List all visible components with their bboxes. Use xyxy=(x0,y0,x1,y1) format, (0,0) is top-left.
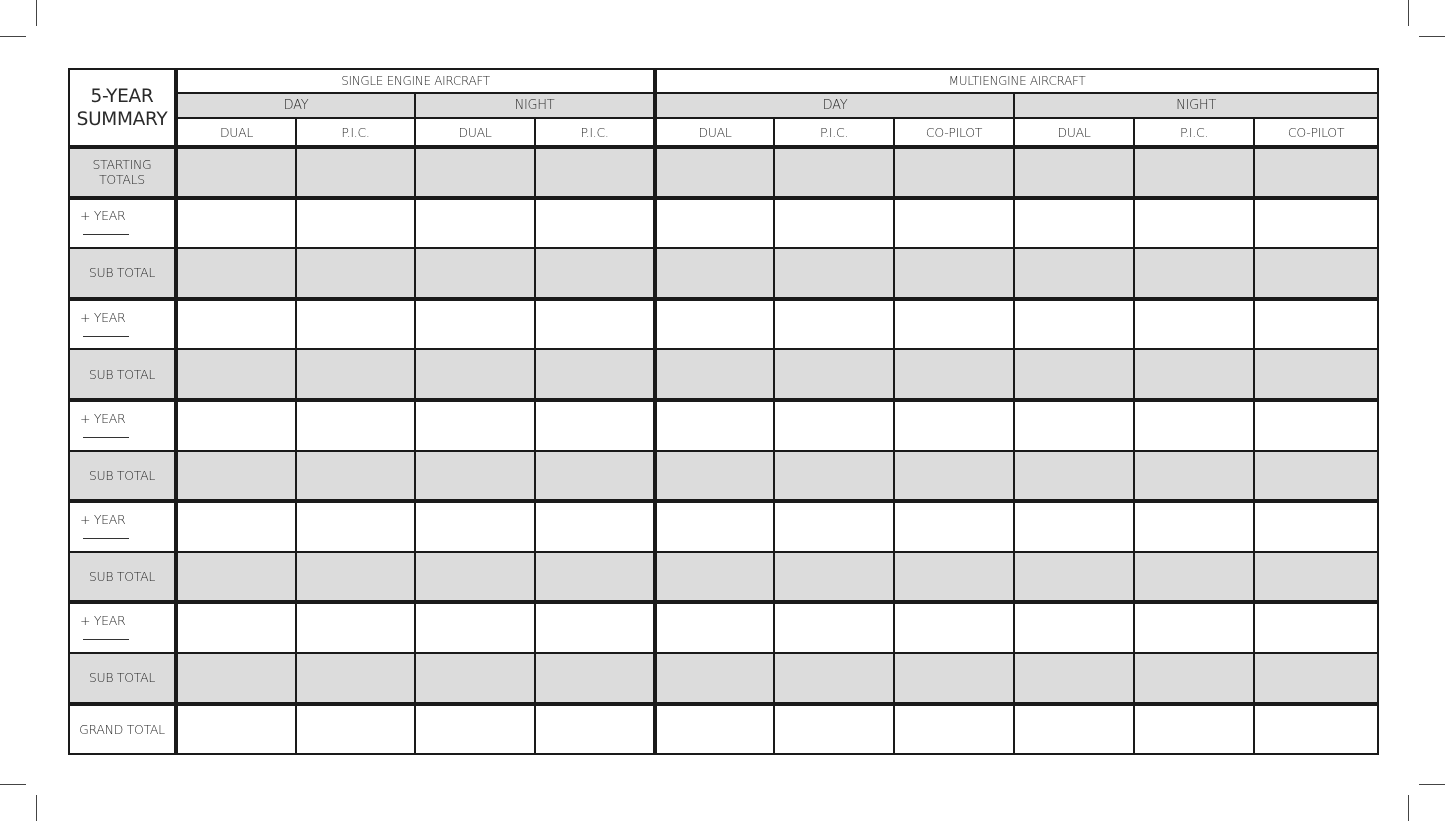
cell-me-day-dual[interactable] xyxy=(655,349,774,400)
cell-me-night-copilot[interactable] xyxy=(1254,704,1378,755)
cell-me-night-pic[interactable] xyxy=(1134,349,1254,400)
cell-me-night-dual[interactable] xyxy=(1014,349,1134,400)
cell-se-day-pic[interactable] xyxy=(296,147,415,198)
row-label xyxy=(69,400,176,451)
row-label xyxy=(69,602,176,653)
header-se-day: DAY xyxy=(176,93,415,118)
cell-se-night-dual[interactable] xyxy=(415,147,535,198)
cell-se-day-pic[interactable] xyxy=(296,602,415,653)
cell-se-day-dual[interactable] xyxy=(176,349,296,400)
cell-se-day-dual[interactable] xyxy=(176,400,296,451)
col-me-night-pic: P.I.C. xyxy=(1134,118,1254,147)
row-label xyxy=(69,147,176,198)
cell-se-night-pic[interactable] xyxy=(535,653,655,704)
cell-se-night-dual[interactable] xyxy=(415,299,535,350)
col-me-day-copilot: CO-PILOT xyxy=(894,118,1014,147)
crop-mark-tr-h xyxy=(1419,36,1445,37)
col-se-night-dual: DUAL xyxy=(415,118,535,147)
cell-me-day-pic[interactable] xyxy=(774,349,894,400)
header-me-day: DAY xyxy=(655,93,1014,118)
crop-mark-tl-v xyxy=(36,0,37,26)
cell-me-night-dual[interactable] xyxy=(1014,552,1134,603)
cell-me-day-copilot[interactable] xyxy=(894,400,1014,451)
cell-se-night-pic[interactable] xyxy=(535,248,655,299)
row-label xyxy=(69,653,176,704)
table-row xyxy=(69,299,1378,350)
cell-se-day-pic[interactable] xyxy=(296,704,415,755)
cell-se-night-dual[interactable] xyxy=(415,501,535,552)
cell-se-night-pic[interactable] xyxy=(535,602,655,653)
header-row-day-night xyxy=(69,93,1378,118)
col-me-day-dual: DUAL xyxy=(655,118,774,147)
cell-me-day-pic[interactable] xyxy=(774,400,894,451)
cell-me-day-copilot[interactable] xyxy=(894,147,1014,198)
logbook-summary-sheet xyxy=(68,68,1377,753)
table-title xyxy=(69,69,176,147)
cell-me-night-pic[interactable] xyxy=(1134,248,1254,299)
row-label-text: SUB TOTAL xyxy=(88,265,156,281)
crop-mark-bl-h xyxy=(0,784,26,785)
cell-se-night-dual[interactable] xyxy=(415,349,535,400)
year-input-line[interactable] xyxy=(83,326,129,337)
row-label-text: SUB TOTAL xyxy=(88,569,156,585)
cell-se-night-pic[interactable] xyxy=(535,400,655,451)
cell-se-day-pic[interactable] xyxy=(296,552,415,603)
table-row xyxy=(69,602,1378,653)
row-label-text: SUB TOTAL xyxy=(88,670,156,686)
cell-me-day-pic[interactable] xyxy=(774,501,894,552)
cell-me-night-dual[interactable] xyxy=(1014,653,1134,704)
row-label xyxy=(69,248,176,299)
crop-mark-bl-v xyxy=(36,795,37,821)
cell-me-night-dual[interactable] xyxy=(1014,400,1134,451)
cell-me-night-dual[interactable] xyxy=(1014,451,1134,502)
col-se-night-pic: P.I.C. xyxy=(535,118,655,147)
cell-se-day-pic[interactable] xyxy=(296,451,415,502)
title-line-2: SUMMARY xyxy=(76,108,168,130)
title-line-1: 5-YEAR xyxy=(90,85,154,107)
cell-me-day-copilot[interactable] xyxy=(894,451,1014,502)
col-me-night-copilot: CO-PILOT xyxy=(1254,118,1378,147)
cell-se-night-pic[interactable] xyxy=(535,147,655,198)
header-row-groups xyxy=(69,69,1378,93)
year-input-line[interactable] xyxy=(83,629,129,640)
cell-me-day-copilot[interactable] xyxy=(894,653,1014,704)
header-row-columns xyxy=(69,118,1378,147)
cell-me-night-dual[interactable] xyxy=(1014,501,1134,552)
row-label-text: + YEAR xyxy=(80,511,126,527)
header-single-engine: SINGLE ENGINE AIRCRAFT xyxy=(176,69,655,93)
cell-me-day-pic[interactable] xyxy=(774,704,894,755)
cell-me-day-dual[interactable] xyxy=(655,552,774,603)
cell-me-day-copilot[interactable] xyxy=(894,198,1014,249)
crop-mark-tr-v xyxy=(1408,0,1409,26)
cell-se-night-pic[interactable] xyxy=(535,501,655,552)
cell-se-day-dual[interactable] xyxy=(176,552,296,603)
cell-me-day-copilot[interactable] xyxy=(894,704,1014,755)
cell-me-night-dual[interactable] xyxy=(1014,248,1134,299)
cell-me-day-dual[interactable] xyxy=(655,299,774,350)
row-label xyxy=(69,349,176,400)
crop-mark-br-h xyxy=(1419,784,1445,785)
cell-se-night-dual[interactable] xyxy=(415,552,535,603)
cell-me-night-dual[interactable] xyxy=(1014,299,1134,350)
row-label xyxy=(69,704,176,755)
cell-se-night-dual[interactable] xyxy=(415,451,535,502)
cell-se-day-dual[interactable] xyxy=(176,248,296,299)
cell-me-night-pic[interactable] xyxy=(1134,602,1254,653)
row-label-text: + YEAR xyxy=(80,309,126,325)
cell-se-night-pic[interactable] xyxy=(535,552,655,603)
row-label-text: + YEAR xyxy=(80,613,126,629)
cell-me-day-dual[interactable] xyxy=(655,451,774,502)
cell-me-day-copilot[interactable] xyxy=(894,299,1014,350)
table-row xyxy=(69,451,1378,502)
cell-me-night-copilot[interactable] xyxy=(1254,198,1378,249)
row-label xyxy=(69,451,176,502)
cell-se-day-dual[interactable] xyxy=(176,501,296,552)
table-row xyxy=(69,198,1378,249)
year-input-line[interactable] xyxy=(83,224,129,235)
cell-me-day-copilot[interactable] xyxy=(894,349,1014,400)
cell-se-day-pic[interactable] xyxy=(296,653,415,704)
header-multiengine: MULTIENGINE AIRCRAFT xyxy=(655,69,1378,93)
cell-se-night-dual[interactable] xyxy=(415,248,535,299)
col-se-day-dual: DUAL xyxy=(176,118,296,147)
cell-me-day-pic[interactable] xyxy=(774,552,894,603)
table-row xyxy=(69,349,1378,400)
cell-se-day-dual[interactable] xyxy=(176,704,296,755)
row-label xyxy=(69,552,176,603)
cell-me-day-dual[interactable] xyxy=(655,653,774,704)
cell-se-day-dual[interactable] xyxy=(176,147,296,198)
cell-se-day-pic[interactable] xyxy=(296,299,415,350)
row-label-text: SUB TOTAL xyxy=(88,366,156,382)
cell-se-day-dual[interactable] xyxy=(176,602,296,653)
cell-me-night-pic[interactable] xyxy=(1134,451,1254,502)
cell-se-night-dual[interactable] xyxy=(415,704,535,755)
cell-me-day-pic[interactable] xyxy=(774,147,894,198)
table-row xyxy=(69,248,1378,299)
cell-me-day-pic[interactable] xyxy=(774,248,894,299)
row-label-text: STARTING TOTALS xyxy=(92,157,152,188)
cell-me-day-pic[interactable] xyxy=(774,653,894,704)
cell-se-night-dual[interactable] xyxy=(415,602,535,653)
cell-se-night-pic[interactable] xyxy=(535,349,655,400)
row-label xyxy=(69,299,176,350)
header-se-night: NIGHT xyxy=(415,93,655,118)
table-row xyxy=(69,147,1378,198)
crop-mark-br-v xyxy=(1408,795,1409,821)
cell-me-night-copilot[interactable] xyxy=(1254,400,1378,451)
table-row xyxy=(69,501,1378,552)
cell-se-night-dual[interactable] xyxy=(415,653,535,704)
cell-me-day-pic[interactable] xyxy=(774,299,894,350)
cell-se-day-pic[interactable] xyxy=(296,198,415,249)
crop-mark-tl-h xyxy=(0,36,26,37)
row-label-text: SUB TOTAL xyxy=(88,467,156,483)
cell-me-night-pic[interactable] xyxy=(1134,198,1254,249)
col-se-day-pic: P.I.C. xyxy=(296,118,415,147)
cell-me-night-copilot[interactable] xyxy=(1254,299,1378,350)
row-label-text: + YEAR xyxy=(80,410,126,426)
cell-me-day-pic[interactable] xyxy=(774,198,894,249)
cell-me-day-pic[interactable] xyxy=(774,451,894,502)
table-row xyxy=(69,552,1378,603)
cell-me-night-copilot[interactable] xyxy=(1254,552,1378,603)
cell-me-night-pic[interactable] xyxy=(1134,147,1254,198)
cell-se-day-dual[interactable] xyxy=(176,451,296,502)
cell-me-day-pic[interactable] xyxy=(774,602,894,653)
cell-me-night-copilot[interactable] xyxy=(1254,501,1378,552)
cell-me-night-pic[interactable] xyxy=(1134,400,1254,451)
cell-me-night-pic[interactable] xyxy=(1134,552,1254,603)
cell-me-day-copilot[interactable] xyxy=(894,501,1014,552)
cell-se-day-dual[interactable] xyxy=(176,299,296,350)
cell-se-night-pic[interactable] xyxy=(535,704,655,755)
cell-me-day-dual[interactable] xyxy=(655,501,774,552)
table-row xyxy=(69,704,1378,755)
cell-me-night-copilot[interactable] xyxy=(1254,602,1378,653)
cell-se-night-pic[interactable] xyxy=(535,451,655,502)
cell-se-day-pic[interactable] xyxy=(296,501,415,552)
cell-se-day-dual[interactable] xyxy=(176,653,296,704)
row-label-text: + YEAR xyxy=(80,208,126,224)
cell-me-night-dual[interactable] xyxy=(1014,198,1134,249)
year-input-line[interactable] xyxy=(83,528,129,539)
cell-me-night-pic[interactable] xyxy=(1134,299,1254,350)
cell-me-day-dual[interactable] xyxy=(655,602,774,653)
cell-me-night-pic[interactable] xyxy=(1134,704,1254,755)
cell-me-night-copilot[interactable] xyxy=(1254,451,1378,502)
col-me-night-dual: DUAL xyxy=(1014,118,1134,147)
cell-me-night-copilot[interactable] xyxy=(1254,653,1378,704)
cell-me-day-dual[interactable] xyxy=(655,704,774,755)
row-label xyxy=(69,501,176,552)
col-me-day-pic: P.I.C. xyxy=(774,118,894,147)
cell-se-day-pic[interactable] xyxy=(296,400,415,451)
cell-se-day-dual[interactable] xyxy=(176,198,296,249)
cell-se-night-pic[interactable] xyxy=(535,299,655,350)
cell-me-day-dual[interactable] xyxy=(655,147,774,198)
cell-me-night-dual[interactable] xyxy=(1014,704,1134,755)
cell-me-night-pic[interactable] xyxy=(1134,653,1254,704)
year-input-line[interactable] xyxy=(83,427,129,438)
cell-me-day-copilot[interactable] xyxy=(894,602,1014,653)
cell-se-day-pic[interactable] xyxy=(296,349,415,400)
cell-me-night-dual[interactable] xyxy=(1014,147,1134,198)
cell-se-day-pic[interactable] xyxy=(296,248,415,299)
cell-se-night-dual[interactable] xyxy=(415,198,535,249)
cell-me-night-pic[interactable] xyxy=(1134,501,1254,552)
table-row xyxy=(69,653,1378,704)
cell-me-day-dual[interactable] xyxy=(655,198,774,249)
cell-se-night-pic[interactable] xyxy=(535,198,655,249)
cell-me-day-copilot[interactable] xyxy=(894,248,1014,299)
header-me-night: NIGHT xyxy=(1014,93,1378,118)
cell-me-night-dual[interactable] xyxy=(1014,602,1134,653)
table-row xyxy=(69,400,1378,451)
cell-me-night-copilot[interactable] xyxy=(1254,147,1378,198)
five-year-summary-table xyxy=(68,68,1379,755)
cell-me-day-copilot[interactable] xyxy=(894,552,1014,603)
cell-me-night-copilot[interactable] xyxy=(1254,349,1378,400)
row-label-text: GRAND TOTAL xyxy=(79,721,165,737)
cell-me-day-dual[interactable] xyxy=(655,400,774,451)
row-label xyxy=(69,198,176,249)
cell-se-night-dual[interactable] xyxy=(415,400,535,451)
cell-me-night-copilot[interactable] xyxy=(1254,248,1378,299)
cell-me-day-dual[interactable] xyxy=(655,248,774,299)
